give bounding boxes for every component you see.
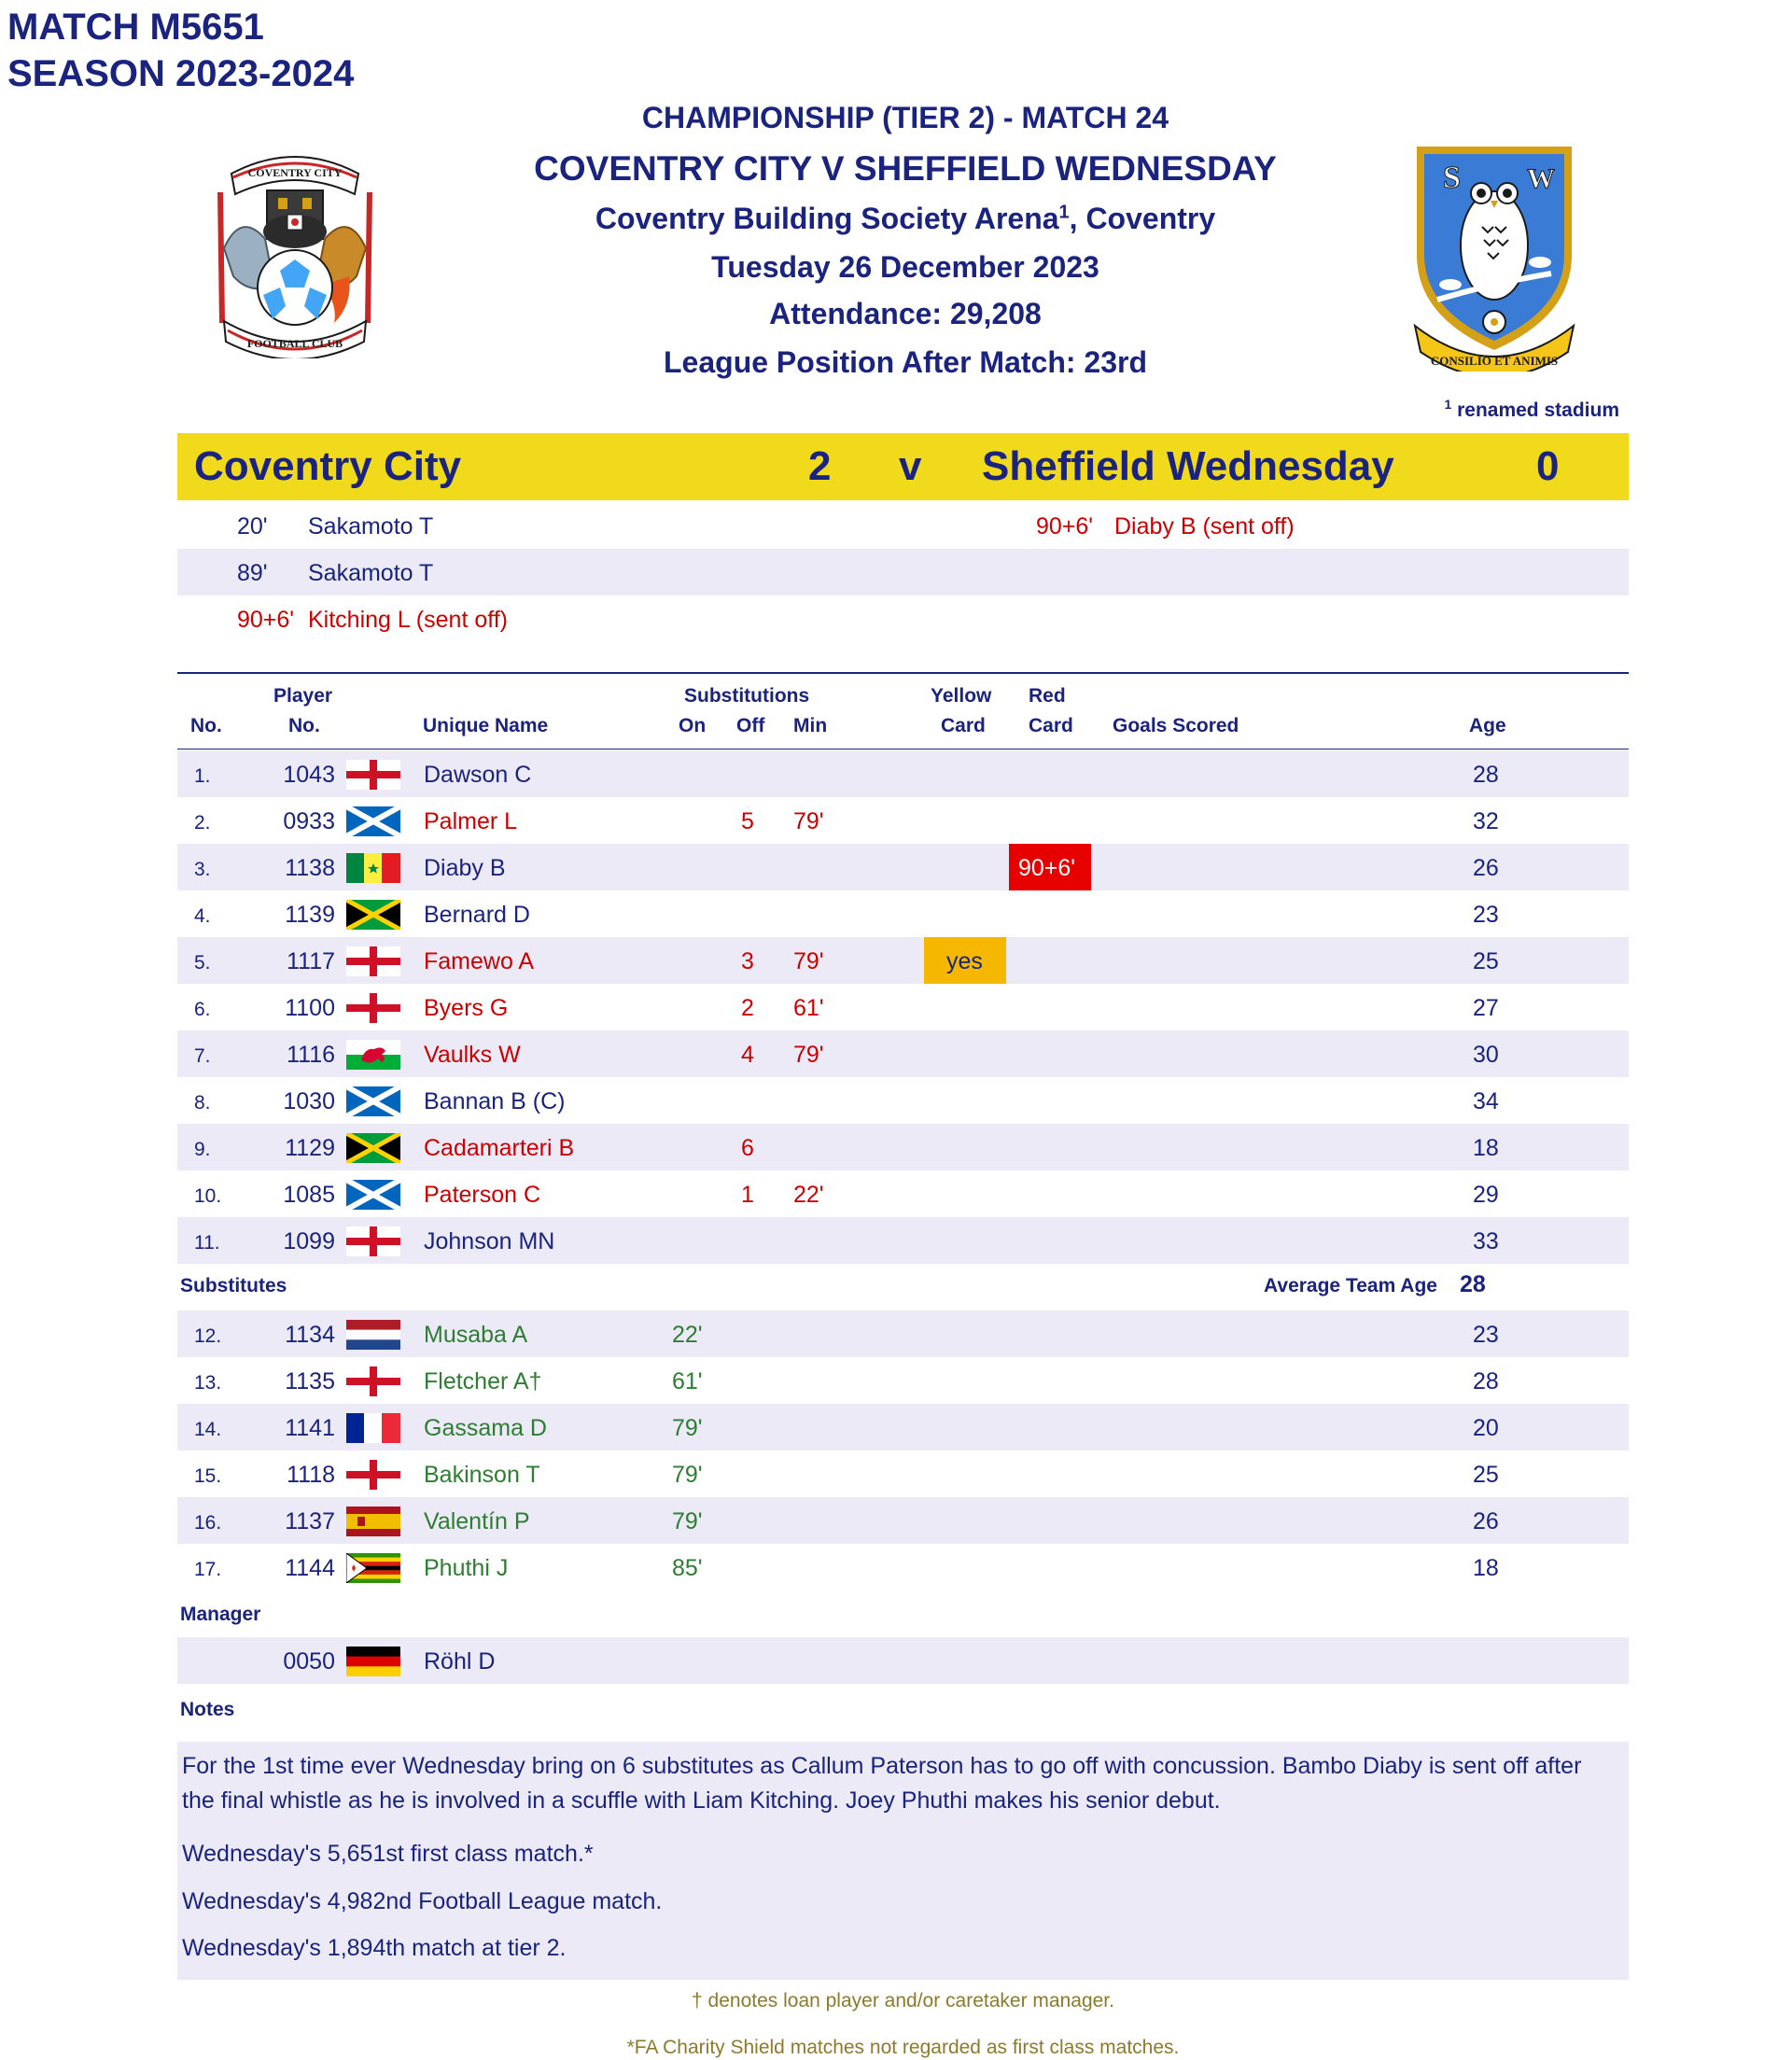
player-age: 34	[1473, 1088, 1499, 1114]
venue-footnote-marker: 1	[1058, 202, 1070, 223]
player-age: 23	[1473, 1322, 1499, 1348]
player-number: 1099	[283, 1228, 335, 1254]
home-team-name: Coventry City	[194, 443, 462, 489]
table-row	[177, 984, 1629, 1030]
player-age: 27	[1473, 995, 1499, 1021]
scotland-flag-icon	[346, 1086, 400, 1116]
event-text: Kitching L (sent off)	[308, 607, 509, 633]
jamaica-flag-icon	[346, 1133, 400, 1163]
player-name: Bannan B (C)	[424, 1088, 566, 1114]
player-name: Bernard D	[424, 902, 530, 928]
yellow-card-value: yes	[946, 948, 983, 974]
player-name: Paterson C	[424, 1182, 541, 1208]
jamaica-flag-icon	[346, 900, 400, 930]
player-age: 25	[1473, 948, 1499, 974]
renamed-footnote-marker: 1	[1444, 397, 1452, 412]
home-crest-bottom-text: FOOTBALL CLUB	[246, 337, 343, 350]
spain-flag-icon	[346, 1506, 400, 1536]
table-row	[177, 1497, 1629, 1544]
table-row	[177, 1404, 1629, 1450]
sheffield-wednesday-crest	[1409, 143, 1579, 371]
player-name: Palmer L	[424, 808, 518, 834]
red-card-minute: 90+6'	[1018, 855, 1076, 881]
sub-on-minute: 22'	[672, 1322, 703, 1348]
sub-on-minute: 79'	[672, 1508, 703, 1534]
row-no: 5.	[194, 952, 211, 974]
header-min: Min	[793, 715, 828, 736]
coventry-city-crest	[213, 146, 377, 358]
player-number: 1129	[285, 1135, 335, 1161]
player-number: 1137	[285, 1508, 335, 1534]
england-flag-icon	[346, 1226, 400, 1256]
header-player-no-bottom: No.	[288, 715, 320, 736]
table-row	[177, 937, 1629, 984]
row-no: 6.	[194, 999, 211, 1020]
player-age: 28	[1473, 762, 1499, 788]
season-label: SEASON 2023-2024	[7, 53, 355, 94]
yellow-card-badge	[924, 937, 1006, 984]
row-no: 1.	[194, 765, 211, 787]
event-row	[177, 549, 1629, 596]
player-name: Johnson MN	[424, 1228, 555, 1254]
competition-title: CHAMPIONSHIP (TIER 2) - MATCH 24	[641, 101, 1169, 134]
player-age: 25	[1473, 1462, 1499, 1488]
fixture-title: COVENTRY CITY V SHEFFIELD WEDNESDAY	[534, 149, 1277, 188]
average-age-value: 28	[1460, 1271, 1486, 1297]
row-no: 4.	[194, 905, 211, 927]
sub-minute: 79'	[793, 808, 824, 834]
row-no: 11.	[194, 1232, 220, 1254]
zimbabwe-flag-icon	[346, 1553, 400, 1583]
header-age: Age	[1469, 715, 1506, 736]
player-name: Musaba A	[424, 1322, 528, 1348]
sub-minute: 61'	[793, 995, 824, 1021]
table-row	[177, 1170, 1629, 1217]
header-red-bottom: Card	[1029, 715, 1073, 736]
header-player-no-top: Player	[273, 685, 333, 707]
england-flag-icon	[346, 993, 400, 1023]
player-age: 18	[1473, 1135, 1499, 1161]
sub-off-order: 1	[741, 1182, 754, 1208]
player-number: 1116	[287, 1042, 335, 1068]
loan-footnote: † denotes loan player and/or caretaker manager.	[692, 1990, 1114, 2011]
away-crest-motto: CONSILIO ET ANIMIS	[1430, 354, 1559, 368]
sub-off-order: 5	[741, 808, 754, 834]
away-team-name: Sheffield Wednesday	[982, 443, 1394, 489]
away-event-text: Diaby B (sent off)	[1114, 513, 1295, 540]
manager-number: 0050	[283, 1648, 335, 1675]
player-number: 1144	[285, 1555, 335, 1581]
netherlands-flag-icon	[346, 1320, 400, 1350]
sub-on-minute: 61'	[672, 1368, 703, 1394]
renamed-stadium-note	[1444, 397, 1619, 422]
sub-minute: 79'	[793, 1042, 824, 1068]
sub-off-order: 4	[741, 1042, 754, 1068]
player-age: 28	[1473, 1368, 1499, 1394]
player-name: Diaby B	[424, 855, 506, 881]
row-no: 12.	[194, 1325, 222, 1347]
player-number: 0933	[283, 808, 335, 834]
red-card-badge	[1009, 844, 1091, 890]
player-name: Fletcher A†	[424, 1368, 542, 1394]
event-minute: 90+6'	[237, 607, 295, 633]
player-number: 1118	[287, 1462, 335, 1488]
player-number: 1135	[285, 1368, 335, 1394]
player-name: Dawson C	[424, 762, 532, 788]
header-yellow-top: Yellow	[931, 685, 992, 707]
manager-row	[177, 1637, 1629, 1684]
player-name: Vaulks W	[424, 1042, 521, 1068]
table-row	[177, 1357, 1629, 1404]
senegal-flag-icon	[346, 853, 400, 883]
note-line: Wednesday's 1,894th match at tier 2.	[182, 1935, 567, 1961]
france-flag-icon	[346, 1413, 400, 1443]
sub-on-minute: 79'	[672, 1462, 703, 1488]
attendance: Attendance: 29,208	[769, 297, 1042, 330]
row-no: 3.	[194, 859, 211, 880]
table-row	[177, 797, 1629, 844]
header-on: On	[679, 715, 707, 736]
player-number: 1043	[283, 762, 335, 788]
row-no: 2.	[194, 812, 211, 834]
notes-label: Notes	[180, 1699, 235, 1720]
row-no: 17.	[194, 1559, 222, 1580]
player-number: 1139	[285, 902, 335, 928]
row-no: 7.	[194, 1045, 211, 1067]
substitutes-label: Substitutes	[180, 1275, 287, 1296]
sub-minute: 22'	[793, 1182, 824, 1208]
table-row	[177, 1217, 1629, 1264]
player-name: Phuthi J	[424, 1555, 509, 1581]
player-name: Cadamarteri B	[424, 1135, 575, 1161]
player-age: 23	[1473, 902, 1499, 928]
player-number: 1085	[283, 1182, 335, 1208]
player-name: Gassama D	[424, 1415, 547, 1441]
sub-minute: 79'	[793, 948, 824, 974]
note-line: Wednesday's 5,651st first class match.*	[182, 1841, 594, 1867]
header-unique-name: Unique Name	[423, 715, 549, 736]
table-row	[177, 890, 1629, 937]
sub-on-minute: 79'	[672, 1415, 703, 1441]
player-age: 18	[1473, 1555, 1499, 1581]
table-header-rule	[177, 749, 1629, 750]
table-row	[177, 1077, 1629, 1124]
row-no: 8.	[194, 1092, 211, 1114]
scotland-flag-icon	[346, 806, 400, 836]
england-flag-icon	[346, 1366, 400, 1396]
versus-label: v	[899, 443, 922, 489]
venue-name: Coventry Building Society Arena	[595, 202, 1059, 235]
row-no: 13.	[194, 1372, 222, 1394]
sub-off-order: 6	[741, 1135, 754, 1161]
sub-off-order: 2	[741, 995, 754, 1021]
header-off: Off	[736, 715, 765, 736]
away-score: 0	[1536, 443, 1560, 489]
event-text: Sakamoto T	[308, 513, 434, 540]
table-row	[177, 1310, 1629, 1357]
player-name: Bakinson T	[424, 1462, 540, 1488]
player-age: 26	[1473, 1508, 1499, 1534]
average-age-label: Average Team Age	[1264, 1275, 1437, 1296]
header-goals-scored: Goals Scored	[1113, 715, 1239, 736]
header-yellow-bottom: Card	[941, 715, 986, 736]
player-age: 29	[1473, 1182, 1499, 1208]
player-name: Byers G	[424, 995, 509, 1021]
svg-text:S: S	[1443, 161, 1461, 195]
player-number: 1117	[287, 948, 335, 974]
wales-flag-icon	[346, 1040, 400, 1070]
manager-name: Röhl D	[424, 1648, 496, 1675]
table-row	[177, 1544, 1629, 1591]
note-line: For the 1st time ever Wednesday bring on 6 substitutes as Callum Paterson has to go off with concussion. Bambo Diaby is sent off after	[182, 1753, 1582, 1779]
match-id: MATCH M5651	[7, 7, 264, 48]
table-row	[177, 844, 1629, 890]
germany-flag-icon	[346, 1647, 400, 1676]
note-line: Wednesday's 4,982nd Football League match.	[182, 1888, 663, 1914]
match-date: Tuesday 26 December 2023	[711, 250, 1099, 284]
player-number: 1134	[285, 1322, 335, 1348]
table-top-rule	[177, 672, 1629, 674]
england-flag-icon	[346, 760, 400, 790]
player-number: 1030	[283, 1088, 335, 1114]
event-row	[177, 502, 1629, 549]
player-number: 1138	[285, 855, 335, 881]
note-line: the final whistle as he is involved in a scuffle with Liam Kitching. Joey Phuthi makes his senior debut.	[182, 1787, 1221, 1814]
player-age: 26	[1473, 855, 1499, 881]
home-score: 2	[808, 443, 832, 489]
row-no: 15.	[194, 1465, 222, 1487]
svg-text:W: W	[1527, 163, 1555, 194]
england-flag-icon	[346, 1460, 400, 1490]
table-row	[177, 1124, 1629, 1170]
player-age: 33	[1473, 1228, 1499, 1254]
home-crest-top-text: COVENTRY CITY	[247, 166, 343, 179]
score-bar	[177, 433, 1629, 500]
player-number: 1141	[285, 1415, 335, 1441]
renamed-text: renamed stadium	[1451, 399, 1619, 421]
table-row	[177, 1030, 1629, 1077]
row-no: 14.	[194, 1419, 222, 1440]
player-name: Valentín P	[424, 1508, 530, 1534]
player-name: Famewo A	[424, 948, 535, 974]
player-age: 30	[1473, 1042, 1499, 1068]
sub-on-minute: 85'	[672, 1555, 703, 1581]
player-age: 32	[1473, 808, 1499, 834]
player-number: 1100	[285, 995, 335, 1021]
row-no: 16.	[194, 1512, 222, 1534]
scotland-flag-icon	[346, 1180, 400, 1210]
header-no: No.	[190, 715, 222, 736]
notes-box	[177, 1742, 1629, 1980]
event-row	[177, 596, 1629, 642]
sub-off-order: 3	[741, 948, 754, 974]
event-minute: 89'	[237, 560, 268, 586]
player-age: 20	[1473, 1415, 1499, 1441]
table-row	[177, 1450, 1629, 1497]
venue-city: , Coventry	[1069, 202, 1216, 235]
league-position: League Position After Match: 23rd	[664, 345, 1147, 379]
row-no: 9.	[194, 1139, 211, 1160]
row-no: 10.	[194, 1185, 222, 1207]
header-red-top: Red	[1029, 685, 1066, 707]
header-substitutions: Substitutions	[684, 685, 810, 707]
england-flag-icon	[346, 946, 400, 976]
manager-label: Manager	[180, 1604, 261, 1625]
charity-shield-footnote: *FA Charity Shield matches not regarded as first class matches.	[626, 2037, 1180, 2058]
event-text: Sakamoto T	[308, 560, 434, 586]
event-minute: 20'	[237, 513, 268, 540]
table-row	[177, 750, 1629, 797]
away-event-minute: 90+6'	[1036, 513, 1094, 540]
